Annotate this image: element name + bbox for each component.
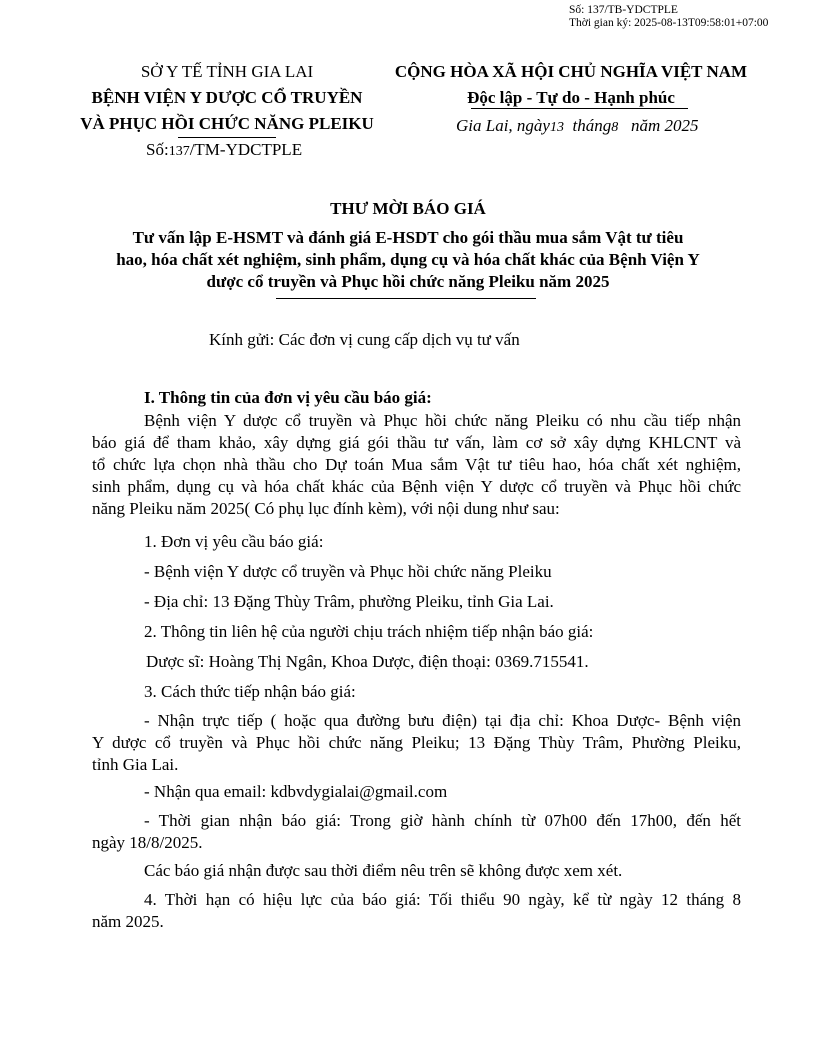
intro-line-4: sinh phẩm, dụng cụ và hóa chất khác của Bệnh viện Y dược cổ truyền và Phục hồi chức (92, 477, 741, 496)
department-name: SỞ Y TẾ TỈNH GIA LAI (140, 62, 314, 81)
item1-address: - Địa chỉ: 13 Đặng Thùy Trâm, phường Pleiku, tỉnh Gia Lai. (144, 592, 554, 611)
document-subtitle-line3: dược cổ truyền và Phục hồi chức năng Pleiku năm 2025 (206, 272, 610, 291)
intro-line-1: Bệnh viện Y dược cổ truyền và Phục hồi chức năng Pleiku có nhu cầu tiếp nhận (144, 411, 741, 430)
item3-time-line-1: - Thời gian nhận báo giá: Trong giờ hành chính từ 07h00 đến 17h00, đến hết (144, 811, 741, 830)
item3-direct-line-2: Y dược cổ truyền và Phục hồi chức năng Pleiku; 13 Đặng Thùy Trâm, Phường Pleiku, (92, 733, 741, 752)
signature-number: Số: 137/TB-YDCTPLE (569, 4, 678, 16)
document-title: THƯ MỜI BÁO GIÁ (330, 199, 486, 218)
item3-note: Các báo giá nhận được sau thời điểm nêu trên sẽ không được xem xét. (144, 861, 623, 880)
signature-timestamp: Thời gian ký: 2025-08-13T09:58:01+07:00 (569, 17, 769, 29)
left-header-underline (178, 137, 276, 138)
intro-line-2: báo giá để tham khảo, xây dựng giá gói thầu tư vấn, làm cơ sở xây dựng KHLCNT và (92, 433, 741, 452)
document-subtitle-line1: Tư vấn lập E-HSMT và đánh giá E-HSDT cho gói thầu mua sắm Vật tư tiêu (132, 228, 684, 247)
place-date (456, 116, 699, 136)
date-year: năm 2025 (630, 116, 699, 135)
nation-name: CỘNG HÒA XÃ HỘI CHỦ NGHĨA VIỆT NAM (394, 62, 748, 81)
motto: Độc lập - Tự do - Hạnh phúc (467, 88, 675, 107)
item1-name: - Bệnh viện Y dược cổ truyền và Phục hồi chức năng Pleiku (144, 562, 552, 581)
item3-time-line-2: ngày 18/8/2025. (92, 833, 203, 852)
item3-direct-line-3: tỉnh Gia Lai. (92, 755, 179, 774)
section-heading: I. Thông tin của đơn vị yêu cầu báo giá: (144, 388, 432, 407)
item3-direct-line-1: - Nhận trực tiếp ( hoặc qua đường bưu điện) tại địa chỉ: Khoa Dược- Bệnh viện (144, 711, 741, 730)
item2-title: 2. Thông tin liên hệ của người chịu trách nhiệm tiếp nhận báo giá: (144, 622, 594, 641)
document-number-suffix: /TM-YDCTPLE (189, 140, 303, 159)
item3-email: - Nhận qua email: kdbvdygialai@gmail.com (144, 782, 448, 801)
date-month-label: tháng (572, 116, 612, 135)
item4-line-2: năm 2025. (92, 912, 164, 931)
document-number-value: 137 (168, 144, 190, 159)
date-day: 13 (549, 120, 564, 135)
item3-title: 3. Cách thức tiếp nhận báo giá: (144, 682, 356, 701)
date-month: 8 (611, 120, 619, 135)
item2-contact: Dược sĩ: Hoàng Thị Ngân, Khoa Dược, điện thoại: 0369.715541. (146, 652, 589, 671)
document-number-prefix: Số: (146, 140, 169, 159)
motto-underline (471, 108, 688, 109)
title-underline (276, 298, 536, 299)
document-subtitle-line2: hao, hóa chất xét nghiệm, sinh phẩm, dụng cụ và hóa chất khác của Bệnh Viện Y (116, 250, 700, 269)
item1-title: 1. Đơn vị yêu cầu báo giá: (144, 532, 324, 551)
hospital-name-line1: BỆNH VIỆN Y DƯỢC CỔ TRUYỀN (91, 88, 363, 107)
document-number (146, 140, 302, 160)
greeting: Kính gửi: Các đơn vị cung cấp dịch vụ tư vấn (209, 330, 520, 349)
intro-line-3: tổ chức lựa chọn nhà thầu cho Dự toán Mua sắm Vật tư tiêu hao, hóa chất xét nghiệm, (92, 455, 741, 474)
item4-line-1: 4. Thời hạn có hiệu lực của báo giá: Tối thiểu 90 ngày, kể từ ngày 12 tháng 8 (144, 890, 741, 909)
date-prefix: Gia Lai, ngày (456, 116, 550, 135)
hospital-name-line2: VÀ PHỤC HỒI CHỨC NĂNG PLEIKU (80, 114, 374, 133)
intro-line-5: năng Pleiku năm 2025( Có phụ lục đính kèm), với nội dung như sau: (92, 499, 560, 518)
